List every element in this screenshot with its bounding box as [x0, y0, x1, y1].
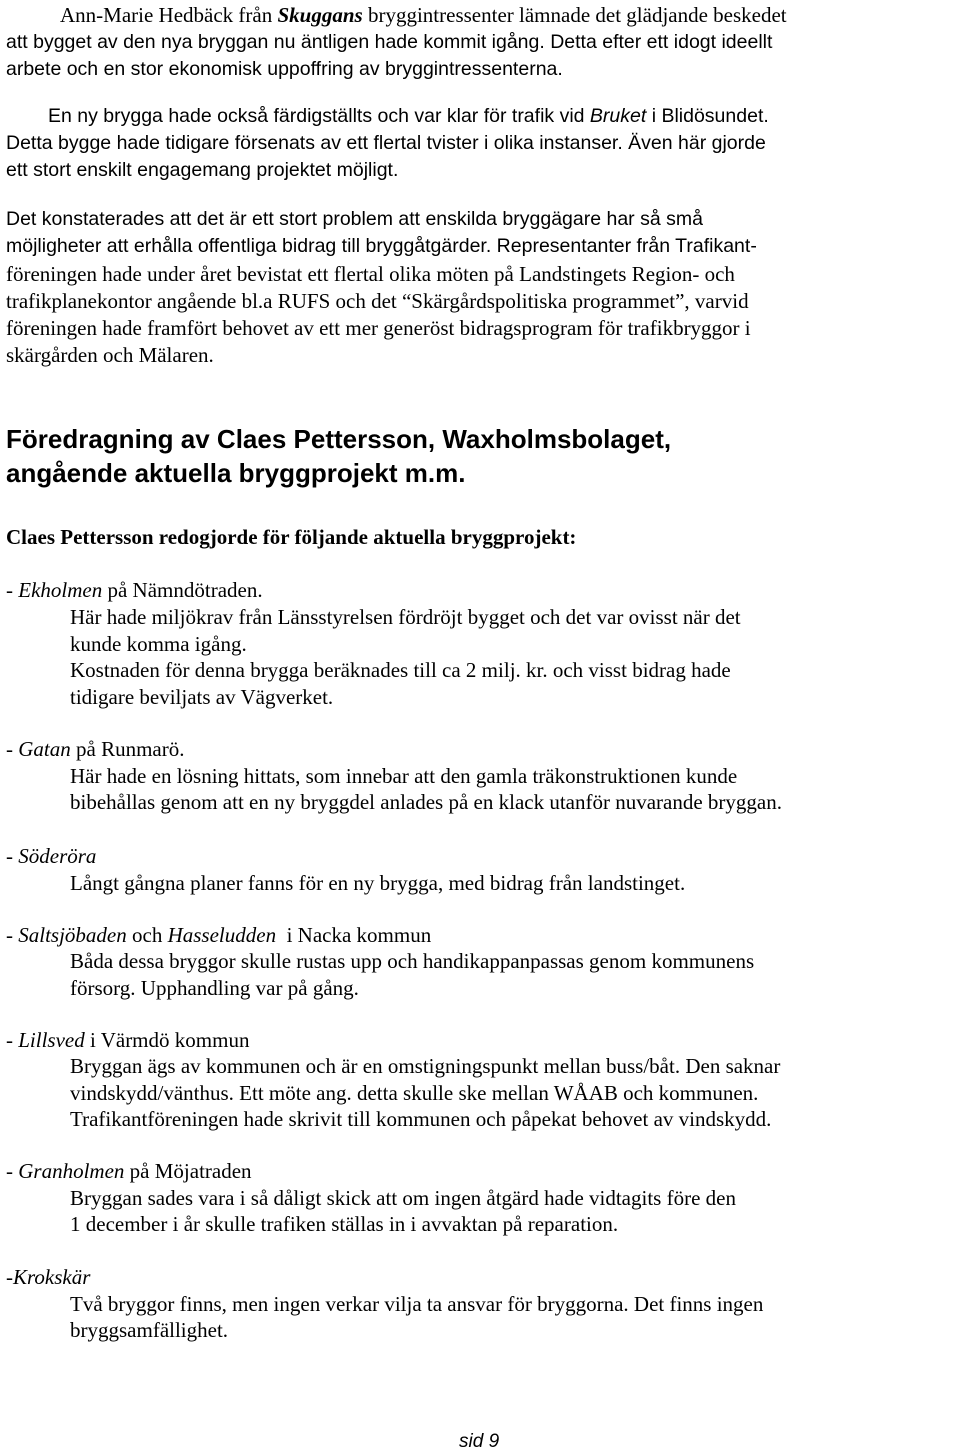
list-item-text: bryggsamfällighet.: [70, 1318, 229, 1342]
list-item-text: kunde komma igång.: [70, 632, 247, 656]
section-subheading: Claes Pettersson redogjorde för följande aktuella bryggprojekt:: [6, 525, 577, 549]
section-heading-line1: Föredragning av Claes Pettersson, Waxholmsbolaget,: [6, 424, 672, 454]
intro-p3-line5: föreningen hade framfört behovet av ett mer generöst bidragsprogram för trafikbryggor i: [6, 316, 751, 340]
intro-p3-line1: Det konstaterades att det är ett stort problem att enskilda bryggägare har så små: [6, 208, 703, 230]
list-item-text: Bryggan ägs av kommunen och är en omstigningspunkt mellan buss/båt. Den saknar: [70, 1054, 781, 1078]
list-item-text: 1 december i år skulle trafiken ställas in i avvaktan på reparation.: [70, 1212, 619, 1236]
list-item-title: -Krokskär: [6, 1265, 91, 1289]
list-item-title: - Lillsved i Värmdö kommun: [6, 1028, 250, 1052]
list-item-text: försorg. Upphandling var på gång.: [70, 976, 359, 1000]
list-item-text: Trafikantföreningen hade skrivit till kommunen och påpekat behovet av vindskydd.: [70, 1107, 772, 1131]
intro-p1-line2: att bygget av den nya bryggan nu äntligen hade kommit igång. Detta efter ett idogt ideellt: [6, 31, 773, 53]
intro-p3-line4: trafikplanekontor angående bl.a RUFS och det “Skärgårdspolitiska programmet”, varvid: [6, 289, 749, 313]
intro-p3-line6: skärgården och Mälaren.: [6, 343, 214, 367]
intro-p1-line3: arbete och en stor ekonomisk uppoffring av bryggintressenterna.: [6, 58, 563, 80]
list-item-text: Kostnaden för denna brygga beräknades till ca 2 milj. kr. och visst bidrag hade: [70, 658, 731, 682]
list-item-title: - Saltsjöbaden och Hasseludden i Nacka kommun: [6, 923, 432, 947]
list-item-text: bibehållas genom att en ny bryggdel anlades på en klack utanför nuvarande bryggan.: [70, 790, 783, 814]
list-item-text: Båda dessa bryggor skulle rustas upp och handikappanpassas genom kommunens: [70, 949, 755, 973]
intro-p2-line1: En ny brygga hade också färdigställts och var klar för trafik vid Bruket i Blidösundet.: [48, 105, 769, 127]
intro-p2-line3: ett stort enskilt engagemang projektet möjligt.: [6, 159, 399, 181]
list-item-text: Här hade miljökrav från Länsstyrelsen fördröjt bygget och det var ovisst när det: [70, 605, 741, 629]
list-item-text: Bryggan sades vara i så dåligt skick att om ingen åtgärd hade vidtagits före den: [70, 1186, 736, 1210]
list-item-title: - Gatan på Runmarö.: [6, 737, 185, 761]
list-item-text: Långt gångna planer fanns för en ny brygga, med bidrag från landstinget.: [70, 871, 686, 895]
intro-p3-line3: föreningen hade under året bevistat ett flertal olika möten på Landstingets Region- och: [6, 262, 735, 286]
list-item-title: - Söderöra: [6, 844, 97, 868]
list-item-title: - Ekholmen på Nämndötraden.: [6, 578, 263, 602]
section-heading-line2: angående aktuella bryggprojekt m.m.: [6, 458, 466, 488]
intro-p1-line1: Ann-Marie Hedbäck från Skuggans bryggintressenter lämnade det glädjande beskedet: [60, 3, 787, 27]
intro-p3-line2: möjligheter att erhålla offentliga bidrag till bryggåtgärder. Representanter från Trafikant-: [6, 235, 757, 257]
list-item-text: tidigare beviljats av Vägverket.: [70, 685, 334, 709]
list-item-text: Här hade en lösning hittats, som innebar att den gamla träkonstruktionen kunde: [70, 764, 738, 788]
list-item-text: vindskydd/vänthus. Ett möte ang. detta skulle ske mellan WÅAB och kommunen.: [70, 1081, 759, 1105]
page-number: sid 9: [459, 1431, 500, 1452]
intro-p2-line2: Detta bygge hade tidigare försenats av ett flertal tvister i olika instanser. Även här gjorde: [6, 132, 766, 154]
list-item-text: Två bryggor finns, men ingen verkar vilja ta ansvar för bryggorna. Det finns ingen: [70, 1292, 764, 1316]
list-item-title: - Granholmen på Möjatraden: [6, 1159, 252, 1183]
